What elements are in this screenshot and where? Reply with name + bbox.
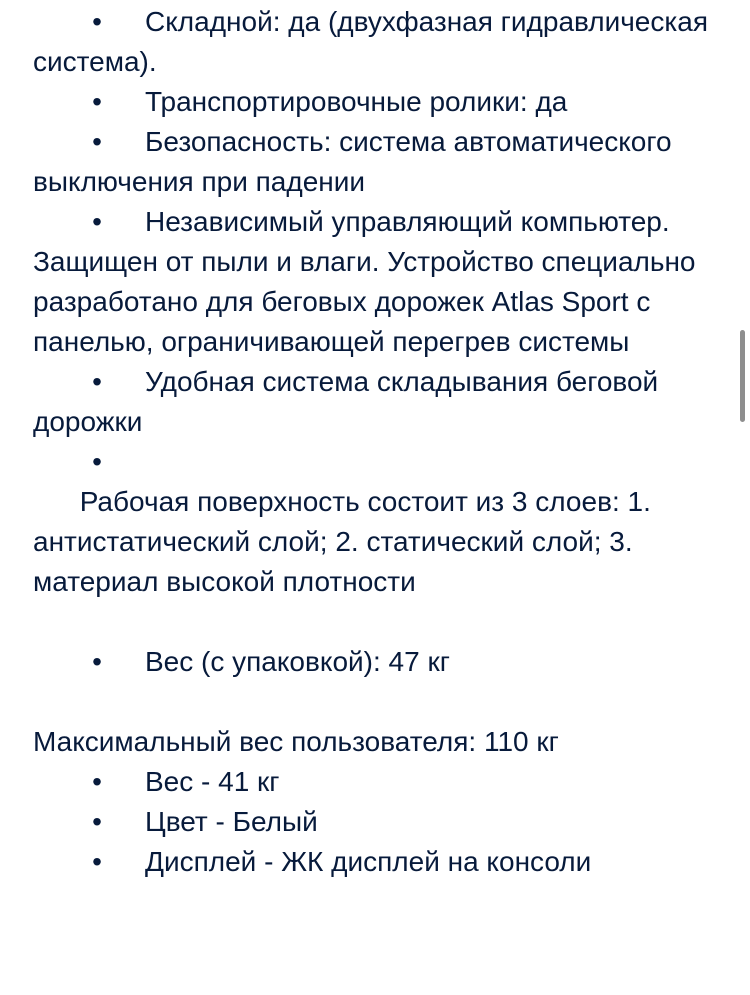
- list-item-color: [33, 802, 723, 842]
- bullet-icon: •: [92, 6, 102, 37]
- bullet-icon: •: [92, 806, 102, 837]
- item-text: Дисплей - ЖК дисплей на консоли: [145, 846, 592, 877]
- item-text: Складной: да (двухфазная гидравлическая система).: [33, 6, 708, 77]
- bullet-icon: •: [92, 86, 102, 117]
- list-item-surface-layers: [33, 442, 723, 642]
- list-item-packed-weight: [33, 642, 723, 682]
- item-text: Рабочая поверхность состоит из 3 слоев: 1. антистатический слой; 2. статический слой; 3. материал высокой плотности: [33, 486, 698, 597]
- item-text: Удобная система складывания беговой дорожки: [33, 366, 659, 437]
- max-user-weight: Максимальный вес пользователя: 110 кг: [33, 726, 559, 757]
- bullet-icon: •: [92, 366, 102, 397]
- list-item-computer: [33, 202, 723, 362]
- item-text: Вес (с упаковкой): 47 кг: [145, 646, 450, 677]
- bullet-icon: •: [92, 846, 102, 877]
- item-text: Независимый управляющий компьютер. Защищен от пыли и влаги. Устройство специально разработано для беговых дорожек Atlas Sport с панелью, ограничивающей перегрев системы: [33, 206, 696, 357]
- description-content: [33, 2, 723, 882]
- item-text: Безопасность: система автоматического выключения при падении: [33, 126, 672, 197]
- item-text: Цвет - Белый: [145, 806, 318, 837]
- bullet-icon: •: [92, 766, 102, 797]
- list-item-display: [33, 842, 723, 882]
- blank-line: [33, 682, 723, 722]
- list-item-folding: [33, 2, 723, 82]
- bullet-icon: •: [92, 446, 102, 477]
- list-item-weight: [33, 762, 723, 802]
- bullet-icon: •: [92, 646, 102, 677]
- list-item-folding-system: [33, 362, 723, 442]
- bullet-icon: •: [92, 126, 102, 157]
- item-text: Транспортировочные ролики: да: [145, 86, 568, 117]
- list-item-safety: [33, 122, 723, 202]
- item-text: Вес - 41 кг: [145, 766, 280, 797]
- bullet-icon: •: [92, 206, 102, 237]
- list-item-transport-rollers: [33, 82, 723, 122]
- vertical-scrollbar[interactable]: [740, 330, 745, 422]
